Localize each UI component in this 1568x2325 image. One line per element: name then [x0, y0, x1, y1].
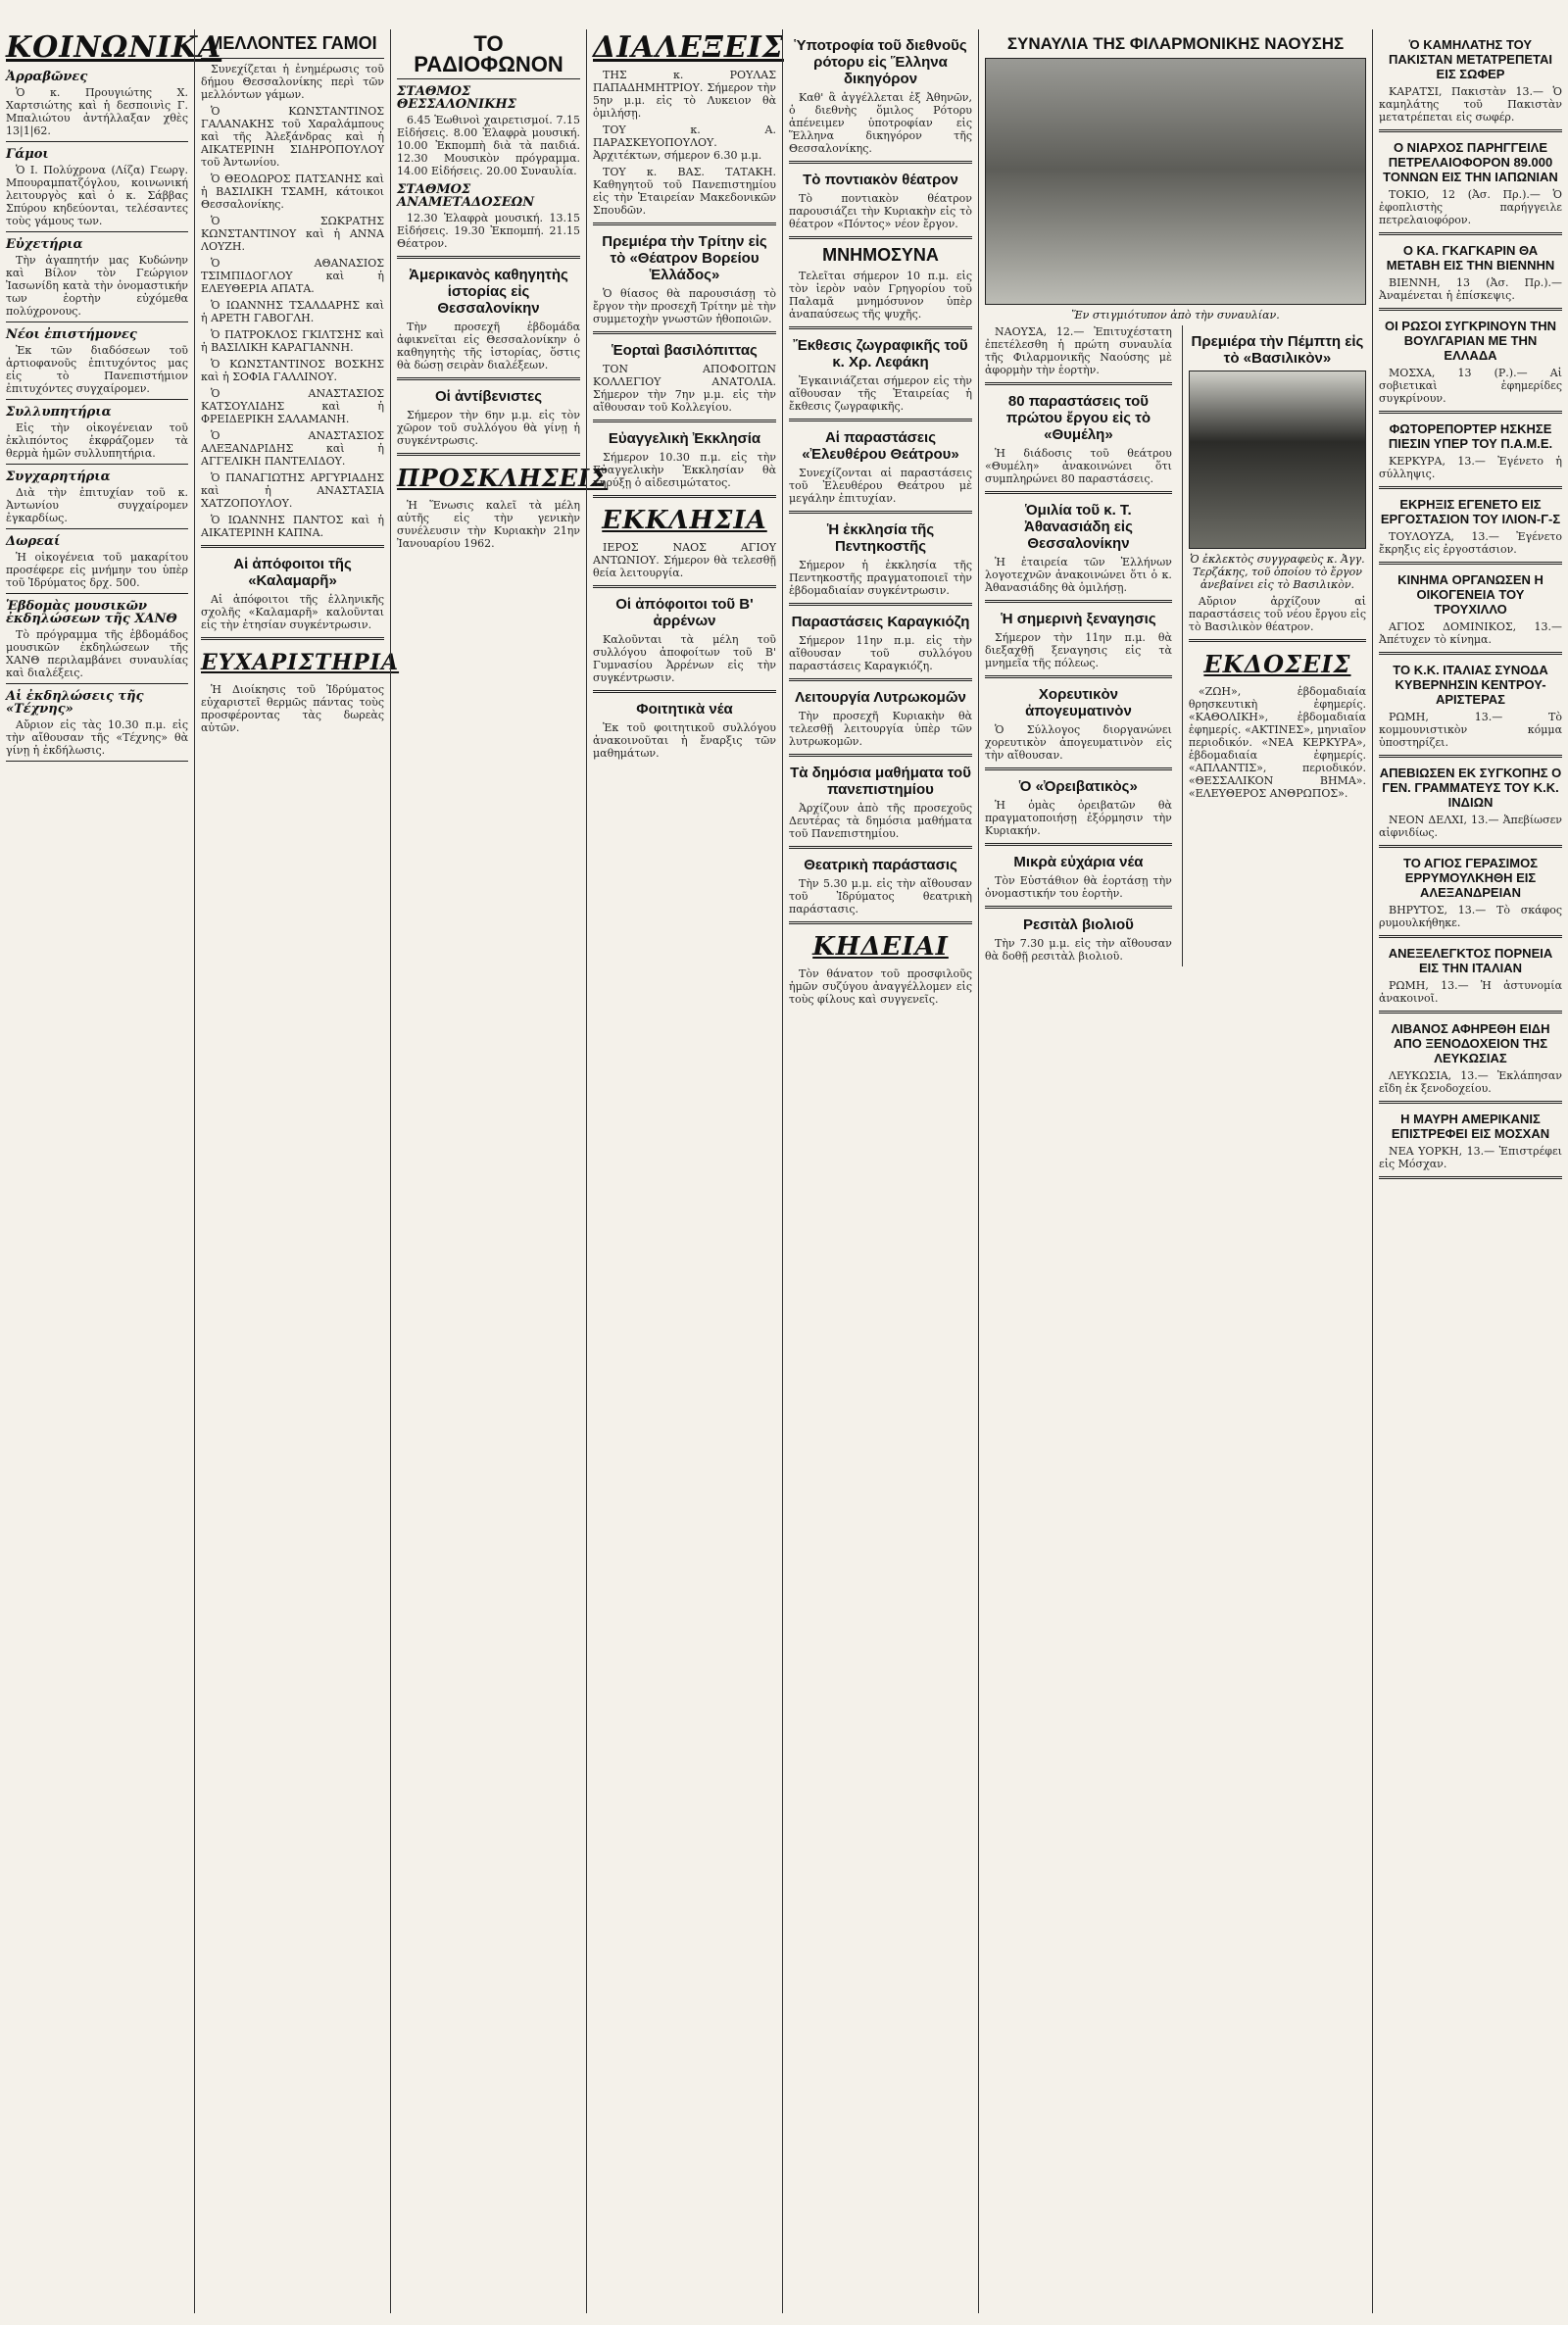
social-section-title: Ἀρραβῶνες	[6, 70, 88, 84]
memorials-text: Τελεῖται σήμερον 10 π.μ. εἰς τὸν ἱερὸν ναὸν Γρηγορίου τοῦ Παλαμᾶ μνημόσυνον ὑπὲρ ἀναπαύσεως τῆς ψυχῆς.	[789, 270, 972, 321]
news-item-title: ΛΙΒΑΝΟΣ ΑΦΗΡΕΘΗ ΕΙΔΗ ΑΠΟ ΞΕΝΟΔΟΧΕΙΟΝ ΤΗΣ ΛΕΥΚΩΣΙΑΣ	[1391, 1021, 1550, 1065]
news-item	[1379, 140, 1562, 235]
alumni-b-heading: Οἱ ἀπόφοιτοι τοῦ Β' ἀρρένων	[615, 596, 754, 629]
exhibition-text: Ἐγκαινιάζεται σήμερον εἰς τὴν αἴθουσαν τῆς Ἑταιρείας ἡ ἔκθεσις ζωγραφικῆς.	[789, 374, 972, 413]
pontic-theatre-text: Τὸ ποντιακὸν θέατρον παρουσιάζει τὴν Κυριακὴν εἰς τὸ θέατρον «Πόντος» νέον ἔργον.	[789, 192, 972, 230]
news-item-title: ΑΝΕΞΕΛΕΓΚΤΟΣ ΠΟΡΝΕΙΑ ΕΙΣ ΤΗΝ ΙΤΑΛΙΑΝ	[1388, 946, 1553, 975]
concert-column	[978, 29, 1372, 2313]
news-item-text: ΡΩΜΗ, 13.— Ἡ ἀστυνομία ἀνακοινοῖ.	[1379, 979, 1562, 1005]
weddings-column	[194, 29, 400, 2313]
news-item-text: ΑΓΙΟΣ ΔΟΜΙΝΙΚΟΣ, 13.— Ἀπέτυχεν τὸ κίνημα.	[1379, 620, 1562, 646]
royal-premiere-heading: Πρεμιέρα τὴν Πέμπτη εἰς τὸ «Βασιλικὸν»	[1191, 333, 1364, 367]
thanks-text: Ἡ Διοίκησις τοῦ Ἱδρύματος εὐχαριστεῖ θερμῶς πάντας τοὺς προσφέροντας τὰς δωρεὰς αὐτῶν.	[201, 683, 384, 734]
social-section	[6, 328, 188, 400]
news-item	[1379, 1021, 1562, 1104]
news-item-title: ΤΟ ΑΓΙΟΣ ΓΕΡΑΣΙΜΟΣ ΕΡΡΥΜΟΥΛΚΗΘΗ ΕΙΣ ΑΛΕΞΑΝΔΡΕΙΑΝ	[1402, 856, 1539, 900]
social-section-text: Εἰς τὴν οἰκογένειαν τοῦ ἐκλιπόντος ἐκφράζομεν τὰ θερμὰ ἡμῶν συλλυπητήρια.	[6, 421, 188, 460]
exhibition-heading: Ἔκθεσις ζωγραφικῆς τοῦ κ. Χρ. Λεφάκη	[793, 337, 968, 371]
news-item-text: ΒΗΡΥΤΟΣ, 13.— Τὸ σκάφος ρυμουλκήθηκε.	[1379, 904, 1562, 929]
social-column	[0, 29, 222, 2313]
antivenists-heading: Οἱ ἀντίβενιστες	[434, 388, 543, 405]
wedding-notice: Ὁ ΑΝΑΣΤΑΣΙΟΣ ΑΛΕΞΑΝΔΡΙΔΗΣ καὶ ἡ ΑΓΓΕΛΙΚΗ ΠΑΝΤΕΛΙΔΟΥ.	[201, 429, 384, 468]
wedding-notice: Ὁ ΙΩΑΝΝΗΣ ΤΣΑΛΔΑΡΗΣ καὶ ἡ ΑΡΕΤΗ ΓΑΒΟΓΛΗ.	[201, 299, 384, 324]
news-item-title: ΦΩΤΟΡΕΠΟΡΤΕΡ ΗΣΚΗΣΕ ΠΙΕΣΙΝ ΥΠΕΡ ΤΟΥ Π.Α.Μ.Ε.	[1388, 421, 1553, 451]
social-section-text: Τὸ πρόγραμμα τῆς ἑβδομάδος μουσικῶν ἐκδηλώσεων τῆς ΧΑΝΘ περιλαμβάνει συναυλίας καὶ διαλέξεις.	[6, 628, 188, 679]
news-item-title: Η ΜΑΥΡΗ ΑΜΕΡΙΚΑΝΙΣ ΕΠΙΣΤΡΕΦΕΙ ΕΙΣ ΜΟΣΧΑΝ	[1391, 1112, 1550, 1141]
mountaineering-heading: Ὁ «Ὀρειβατικὸς»	[1019, 778, 1138, 795]
news-item	[1379, 1112, 1562, 1179]
tour-heading: Ἡ σημερινὴ ξεναγησις	[1001, 611, 1156, 627]
american-professor-text: Τὴν προσεχῆ ἑβδομάδα ἀφικνεῖται εἰς Θεσσαλονίκην ὁ καθηγητὴς τῆς ἱστορίας, ὅστις θὰ δώσῃ σειρὰν διαλέξεων.	[397, 321, 580, 371]
memorials-heading: ΜΝΗΜΟΣΥΝΑ	[822, 245, 939, 265]
news-item	[1379, 946, 1562, 1014]
karagiozis-text: Σήμερον 11ην π.μ. εἰς τὴν αἴθουσαν τοῦ συλλόγου παραστάσεις Καραγκιόζη.	[789, 634, 972, 672]
evangelical-text: Σήμερον 10.30 π.μ. εἰς τὴν Εὐαγγελικὴν Ἐκκλησίαν θὰ κηρύξῃ ὁ αἰδεσιμώτατος.	[593, 451, 776, 489]
social-section-text: Τὴν ἀγαπητήν μας Κυδώνην καὶ Βίλον τὸν Γεώργιον Ἰασωνίδη κατὰ τὴν ὀνομαστικήν των ἑορτὴν εὐχόμεθα πολύχρονους.	[6, 254, 188, 318]
concert-photo-caption: Ἕν στιγμιότυπον ἀπὸ τὴν συναυλίαν.	[1071, 309, 1280, 322]
social-section	[6, 406, 188, 465]
evangelical-heading: Εὐαγγελικὴ Ἐκκλησία	[608, 430, 761, 447]
news-item	[1379, 663, 1562, 758]
lectures-banner: ΔΙΑΛΕΞΕΙΣ	[593, 30, 784, 65]
wedding-notice: Ὁ ΚΩΝΣΤΑΝΤΙΝΟΣ ΓΑΛΑΝΑΚΗΣ τοῦ Χαραλάμπους καὶ τῆς Ἀλεξάνδρας καὶ ἡ ΑΙΚΑΤΕΡΙΝΗ ΣΙΔΗΡΟΠΟΥΛΟΥ τοῦ Ἀντωνίου.	[201, 105, 384, 169]
wedding-notice: Ὁ ΙΩΑΝΝΗΣ ΠΑΝΤΟΣ καὶ ἡ ΑΙΚΑΤΕΡΙΝΗ ΚΑΠΝΑ.	[201, 514, 384, 539]
publications-text: «ΖΩΗ», ἑβδομαδιαία θρησκευτικὴ ἐφημερίς. «ΚΑΘΟΛΙΚΗ», ἑβδομαδιαία ἐφημερίς. «ΑΚΤΙΝΕΣ», μηνιαῖον περιοδικόν. «ΝΕΑ ΚΕΡΚΥΡΑ», ἑβδομαδιαία ἐφημερίς. «ΑΠΛΑΝΤΙΣ», περιοδικόν. «ΘΕΣΣΑΛΙΚΟΝ ΒΗΜΑ». «ΕΛΕΥΘΕΡΟΣ ΑΝΘΡΩΠΟΣ».	[1188, 685, 1366, 800]
news-item-title: ΚΙΝΗΜΑ ΟΡΓΑΝΩΣΕΝ Η ΟΙΚΟΓΕΝΕΙΑ ΤΟΥ ΤΡΟΥΧΙΛΛΟ	[1397, 572, 1544, 617]
dance-heading: Χορευτικὸν ἀπογευματινὸν	[1025, 686, 1132, 719]
radio-schedule-1: 6.45 Ἑωθινοὶ χαιρετισμοί. 7.15 Εἰδήσεις. 8.00 Ἐλαφρὰ μουσική. 10.00 Ἐκπομπὴ διὰ τὰ παιδιά. 12.30 Μουσικὸν πρόγραμμα. 14.00 Εἰδήσεις. 20.00 Συναυλία.	[397, 114, 580, 177]
liturgy-text: Τὴν προσεχῆ Κυριακὴν θὰ τελεσθῇ λειτουργία ὑπὲρ τῶν λυτρωκομῶν.	[789, 710, 972, 748]
wedding-notice: Ὁ ΑΝΑΣΤΑΣΙΟΣ ΚΑΤΣΟΥΛΙΔΗΣ καὶ ἡ ΦΡΕΙΔΕΡΙΚΗ ΣΑΛΑΜΑΝΗ.	[201, 387, 384, 425]
lecture-3: ΤΟΥ κ. ΒΑΣ. ΤΑΤΑΚΗ. Καθηγητοῦ τοῦ Πανεπιστημίου εἰς τὴν Ἑταιρείαν Μακεδονικῶν Σπουδῶν.	[593, 166, 776, 217]
weddings-header: ΜΕΛΛΟΝΤΕΣ ΓΑΜΟΙ	[208, 33, 377, 53]
thanks-banner: ΕΥΧΑΡΙΣΤΗΡΙΑ	[201, 650, 400, 675]
scholarship-text: Καθ' ἃ ἀγγέλλεται ἐξ Ἀθηνῶν, ὁ διεθνὴς ὅμιλος Ρότορυ ἀπένειμεν ὑποτροφίαν εἰς Ἕλληνα δικηγόρον τῆς Θεσσαλονίκης.	[789, 91, 972, 155]
wedding-notice: Συνεχίζεται ἡ ἐνημέρωσις τοῦ δήμου Θεσσαλονίκης περὶ τῶν μελλόντων γάμων.	[201, 63, 384, 101]
news-item-text: ΚΑΡΑΤΣΙ, Πακιστὰν 13.— Ὁ καμηλάτης τοῦ Πακιστὰν μετατρέπεται εἰς σωφέρ.	[1379, 85, 1562, 124]
news-item	[1379, 319, 1562, 414]
scholarship-heading: Ὑποτροφία τοῦ διεθνοῦς ρότορυ εἰς Ἕλληνα δικηγόρον	[794, 37, 967, 87]
social-section	[6, 71, 188, 142]
radio-schedule-2: 12.30 Ἑλαφρὰ μουσική. 13.15 Εἰδήσεις. 19.30 Ἐκπομπή. 21.15 Θέατρον.	[397, 212, 580, 250]
social-section-text: Ἡ οἰκογένεια τοῦ μακαρίτου προσέφερε εἰς μνήμην του ὑπὲρ τοῦ Ἰδρύματος δρχ. 500.	[6, 551, 188, 589]
social-sections	[6, 71, 188, 762]
news-item-title: Ο ΝΙΑΡΧΟΣ ΠΑΡΗΓΓΕΙΛΕ ΠΕΤΡΕΛΑΙΟΦΟΡΟΝ 89.000 ΤΟΝΝΩΝ ΕΙΣ ΤΗΝ ΙΑΠΩΝΙΑΝ	[1383, 140, 1558, 184]
social-section-text: Διὰ τὴν ἐπιτυχίαν τοῦ κ. Ἀντωνίου συγχαίρομεν ἐγκαρδίως.	[6, 486, 188, 524]
news-item-title: ΕΚΡΗΞΙΣ ΕΓΕΝΕΤΟ ΕΙΣ ΕΡΓΟΣΤΑΣΙΟΝ ΤΟΥ ΙΛΙΟΝ-Γ-Σ	[1380, 497, 1561, 526]
news-item-title: ΤΟ Κ.Κ. ΙΤΑΛΙΑΣ ΣΥΝΟΔΑ ΚΥΒΕΡΝΗΣΙΝ ΚΕΝΤΡΟΥ-ΑΡΙΣΤΕΡΑΣ	[1393, 663, 1548, 707]
social-section-text: Ὁ Ι. Πολύχρονα (Λίζα) Γεωργ. Μπουραμπατζόγλου, κοινωνική λειτουργὸς καὶ ὁ κ. Σάββας Σπύρου κηδεύονται, τελέσαντες τοὺς γάμους των.	[6, 164, 188, 227]
dance-text: Ὁ Σύλλογος διοργανώνει χορευτικὸν ἀπογευματινὸν εἰς τὴν αἴθουσαν.	[985, 723, 1172, 762]
wedding-notice: Ὁ ΑΘΑΝΑΣΙΟΣ ΤΣΙΜΠΙΔΟΓΛΟΥ καὶ ἡ ΕΛΕΥΘΕΡΙΑ ΑΠΑΤΑ.	[201, 257, 384, 295]
social-section	[6, 148, 188, 232]
social-section-title: Δωρεαί	[6, 534, 61, 549]
new-year-cake-text: ΤΟΝ ΑΠΟΦΟΙΤΩΝ ΚΟΛΛΕΓΙΟΥ ΑΝΑΤΟΛΙΑ. Σήμερον τὴν 7ην μ.μ. εἰς τὴν αἴθουσαν τοῦ Κολλεγίου.	[593, 363, 776, 414]
news-item-title: Ο ΚΑ. ΓΚΑΓΚΑΡΙΝ ΘΑ ΜΕΤΑΒΗ ΕΙΣ ΤΗΝ ΒΙΕΝΝΗΝ	[1386, 243, 1555, 272]
public-lessons-text: Ἀρχίζουν ἀπὸ τῆς προσεχοῦς Δευτέρας τὰ δημόσια μαθήματα τοῦ Πανεπιστημίου.	[789, 802, 972, 840]
social-section-text: Αὔριον εἰς τὰς 10.30 π.μ. εἰς τὴν αἴθουσαν τῆς «Τέχνης» θὰ γίνῃ ἡ ἐκδήλωσις.	[6, 718, 188, 757]
invitations-banner: ΠΡΟΣΚΛΗΣΕΙΣ	[397, 464, 609, 492]
news-item-text: ΝΕΟΝ ΔΕΛΧΙ, 13.— Ἀπεβίωσεν αἰφνιδίως.	[1379, 814, 1562, 839]
news-item-text: ΤΟΚΙΟ, 12 (Ἀσ. Πρ.).— Ὁ ἐφοπλιστὴς παρήγγειλε πετρελαιοφόρον.	[1379, 188, 1562, 226]
church-banner: ΕΚΚΛΗΣΙΑ	[602, 506, 767, 535]
news-item	[1379, 37, 1562, 132]
lecture-2: ΤΟΥ κ. Α. ΠΑΡΑΣΚΕΥΟΠΟΥΛΟΥ. Ἀρχιτέκτων, σήμερον 6.30 μ.μ.	[593, 124, 776, 162]
news-item-text: ΝΕΑ ΥΟΡΚΗ, 13.— Ἐπιστρέφει εἰς Μόσχαν.	[1379, 1145, 1562, 1170]
premiere-tuesday-heading: Πρεμιέρα τὴν Τρίτην εἰς τὸ «Θέατρον Βορείου Ἑλλάδος»	[602, 233, 767, 283]
news-item-text: ΜΟΣΧΑ, 13 (Ρ.).— Αἱ σοβιετικαὶ ἐφημερίδες συγκρίνουν.	[1379, 367, 1562, 405]
tour-text: Σήμερον τὴν 11ην π.μ. θὰ διεξαχθῇ ξεναγησις εἰς τὰ μνημεῖα τῆς πόλεως.	[985, 631, 1172, 669]
social-section	[6, 535, 188, 594]
small-news-heading: Μικρὰ εὐχάρια νέα	[1013, 854, 1144, 870]
lectures-column	[586, 29, 782, 2313]
social-section-title: Συγχαρητήρια	[6, 470, 111, 484]
free-theatre-heading: Αἱ παραστάσεις «Ἐλευθέρου Θεάτρου»	[802, 429, 959, 463]
concert-header: ΣΥΝΑΥΛΙΑ ΤΗΣ ΦΙΛΑΡΜΟΝΙΚΗΣ ΝΑΟΥΣΗΣ	[1006, 34, 1345, 53]
pentecost-heading: Ἡ ἐκκλησία τῆς Πεντηκοστῆς	[826, 521, 935, 555]
social-section-title: Εὐχετήρια	[6, 237, 83, 252]
news-item	[1379, 856, 1562, 938]
filler-lines	[201, 738, 384, 751]
student-news-heading: Φοιτητικὰ νέα	[636, 701, 733, 717]
social-section-title: Αἱ ἐκδηλώσεις τῆς «Τέχνης»	[6, 689, 144, 717]
news-item	[1379, 497, 1562, 565]
royal-text: Αὔριον ἀρχίζουν αἱ παραστάσεις τοῦ νέου ἔργου εἰς τὸ Βασιλικὸν θέατρον.	[1188, 595, 1366, 633]
world-news-items	[1379, 37, 1562, 1179]
concert-left	[985, 325, 1172, 966]
free-theatre-text: Συνεχίζονται αἱ παραστάσεις τοῦ Ἐλευθέρου Θεάτρου μὲ μεγάλην ἐπιτυχίαν.	[789, 467, 972, 505]
social-section-title: Ἑβδομὰς μουσικῶν ἐκδηλώσεων τῆς ΧΑΝΘ	[6, 599, 177, 626]
social-section-title: Γάμοι	[6, 147, 49, 162]
news-item-title: ΑΠΕΒΙΩΣΕΝ ΕΚ ΣΥΓΚΟΠΗΣ Ο ΓΕΝ. ΓΡΑΜΜΑΤΕΥΣ ΤΟΥ Κ.Κ. ΙΝΔΙΩΝ	[1379, 766, 1562, 810]
alumni-text: Αἱ ἀπόφοιτοι τῆς ἑλληνικῆς σχολῆς «Καλαμαρῆ» καλοῦνται εἰς τὴν ἐτησίαν συγκέντρωσιν.	[201, 593, 384, 631]
news-item	[1379, 766, 1562, 848]
social-section	[6, 690, 188, 762]
social-section	[6, 238, 188, 322]
violin-recital-text: Τὴν 7.30 μ.μ. εἰς τὴν αἴθουσαν θὰ δοθῇ ρεσιτὰλ βιολιοῦ.	[985, 937, 1172, 963]
american-professor-heading: Ἀμερικανὸς καθηγητὴς ἱστορίας εἰς Θεσσαλονίκην	[409, 267, 568, 317]
news-item-text: ΒΙΕΝΝΗ, 13 (Ἀσ. Πρ.).— Ἀναμένεται ἡ ἐπίσκεψις.	[1379, 276, 1562, 302]
news-item-text: ΤΟΥΛΟΥΖΑ, 13.— Ἐγένετο ἔκρηξις εἰς ἐργοστάσιον.	[1379, 530, 1562, 556]
radio-column	[390, 29, 609, 2313]
author-portrait	[1189, 371, 1366, 549]
wedding-notice: Ὁ ΘΕΟΔΩΡΟΣ ΠΑΤΣΑΝΗΣ καὶ ἡ ΒΑΣΙΛΙΚΗ ΤΣΑΜΗ, κάτοικοι Θεσσαλονίκης.	[201, 173, 384, 211]
pentecost-text: Σήμερον ἡ ἐκκλησία τῆς Πεντηκοστῆς πραγματοποιεῖ τὴν ἑβδομαδιαίαν συγκέντρωσιν.	[789, 559, 972, 597]
wedding-notice: Ὁ ΣΩΚΡΑΤΗΣ ΚΩΝΣΤΑΝΤΙΝΟΥ καὶ ἡ ΑΝΝΑ ΛΟΥΖΗ.	[201, 215, 384, 253]
news-item	[1379, 421, 1562, 489]
social-section	[6, 470, 188, 529]
antivenists-text: Σήμερον τὴν 6ην μ.μ. εἰς τὸν χῶρον τοῦ συλλόγου θὰ γίνῃ ἡ συγκέντρωσις.	[397, 409, 580, 447]
premiere-tuesday-text: Ὁ θίασος θὰ παρουσιάσῃ τὸ ἔργον τὴν προσεχῆ Τρίτην μὲ τὴν συμμετοχὴν γνωστῶν ἠθοποιῶν.	[593, 287, 776, 325]
liturgy-heading: Λειτουργία Λυτρωκομῶν	[795, 689, 966, 706]
athanasiadis-text: Ἡ ἐταιρεία τῶν Ἑλλήνων λογοτεχνῶν ἀνακοινώνει ὅτι ὁ κ. Ἀθανασιάδης θὰ ὁμιλήσῃ.	[985, 556, 1172, 594]
publications-banner: ΕΚΔΟΣΕΙΣ	[1203, 650, 1351, 678]
world-news-column	[1372, 29, 1568, 2313]
masthead-title: ΚΟΙΝΩΝΙΚΑ	[6, 30, 222, 65]
news-item-text: ΡΩΜΗ, 13.— Τὸ κομμουνιστικὸν κόμμα ὑποστηρίζει.	[1379, 711, 1562, 749]
alumni-heading: Αἱ ἀπόφοιτοι τῆς «Καλαμαρῆ»	[233, 556, 352, 589]
social-section-title: Συλλυπητήρια	[6, 405, 112, 420]
invitations-text: Ἡ Ἕνωσις καλεῖ τὰ μέλη αὐτῆς εἰς τὴν γενικὴν συνέλευσιν τὴν Κυριακὴν 21ην Ἰανουαρίου 1962.	[397, 499, 580, 550]
mountaineering-text: Ἡ ὁμὰς ὀρειβατῶν θὰ πραγματοποιήσῃ ἐξόρμησιν τὴν Κυριακήν.	[985, 799, 1172, 837]
concert-text: ΝΑΟΥΣΑ, 12.— Ἐπιτυχέστατη ἐπετέλεσθη ἡ πρώτη συναυλία τῆς Φιλαρμονικῆς Ναούσης μὲ ἀφορμὴν τὴν ἑορτὴν.	[985, 325, 1172, 376]
athanasiadis-heading: Ὁμιλία τοῦ κ. Τ. Ἀθανασιάδη εἰς Θεσσαλονίκην	[1023, 502, 1133, 552]
news-item-text: ΚΕΡΚΥΡΑ, 13.— Ἐγένετο ἡ σύλληψις.	[1379, 455, 1562, 480]
author-caption: Ὁ ἐκλεκτὸς συγγραφεὺς κ. Ἀγγ. Τερζάκης, τοῦ ὁποίου τὸ ἔργον ἀνεβαίνει εἰς τὸ Βασιλικὸν.	[1190, 553, 1365, 591]
radio-station-2: ΣΤΑΘΜΟΣ ΑΝΑΜΕΤΑΔΟΣΕΩΝ	[397, 182, 535, 210]
student-news-text: Ἐκ τοῦ φοιτητικοῦ συλλόγου ἀνακοινοῦται ἡ ἔναρξις τῶν μαθημάτων.	[593, 721, 776, 760]
violin-recital-heading: Ρεσιτὰλ βιολιοῦ	[1023, 916, 1134, 933]
social-section	[6, 600, 188, 684]
pontic-theatre-heading: Τὸ ποντιακὸν θέατρον	[803, 172, 958, 188]
radio-header: ΤΟ ΡΑΔΙΟΦΩΝΟΝ	[414, 31, 564, 76]
wedding-notice: Ὁ ΠΑΝΑΓΙΩΤΗΣ ΑΡΓΥΡΙΑΔΗΣ καὶ ἡ ΑΝΑΣΤΑΣΙΑ ΧΑΤΖΟΠΟΥΛΟΥ.	[201, 471, 384, 510]
thymeli-heading: 80 παραστάσεις τοῦ πρώτου ἔργου εἰς τὸ «Θυμέλη»	[1005, 393, 1152, 443]
scholarship-column	[782, 29, 978, 2313]
public-lessons-heading: Τὰ δημόσια μαθήματα τοῦ πανεπιστημίου	[790, 765, 971, 798]
new-year-cake-heading: Ἑορταὶ βασιλόπιττας	[612, 342, 758, 359]
wedding-notices	[201, 63, 384, 539]
thymeli-text: Ἡ διάδοσις τοῦ θεάτρου «Θυμέλη» ἀνακοινώνει ὅτι συμπληρώνει 80 παραστάσεις.	[985, 447, 1172, 485]
small-news-text: Τὸν Εὐστάθιον θὰ ἑορτάσῃ τὴν ὀνομαστικήν του ἑορτὴν.	[985, 874, 1172, 900]
concert-split	[985, 325, 1366, 966]
church-text: ΙΕΡΟΣ ΝΑΟΣ ΑΓΙΟΥ ΑΝΤΩΝΙΟΥ. Σήμερον θὰ τελεσθῇ θεία λειτουργία.	[593, 541, 776, 579]
funerals-banner: ΚΗΔΕΙΑΙ	[812, 932, 949, 962]
karagiozis-heading: Παραστάσεις Καραγκιόζη	[791, 614, 970, 630]
social-section-title: Νέοι ἐπιστήμονες	[6, 327, 137, 342]
news-item	[1379, 243, 1562, 311]
social-section-text: Ἐκ τῶν διαδόσεων τοῦ ἀρτιοφανοῦς ἐπιτυχόντος μας εἰς τὸ Πανεπιστήμιον ἐπιτυχόντες συγχαίρομεν.	[6, 344, 188, 395]
theatrical-text: Τὴν 5.30 μ.μ. εἰς τὴν αἴθουσαν τοῦ Ἰδρύματος θεατρικὴ παράστασις.	[789, 877, 972, 915]
alumni-b-text: Καλοῦνται τὰ μέλη τοῦ συλλόγου ἀποφοίτων τοῦ Β' Γυμνασίου Ἀρρένων εἰς τὴν συγκέντρωσιν.	[593, 633, 776, 684]
lecture-1: ΤΗΣ κ. ΡΟΥΛΑΣ ΠΑΠΑΔΗΜΗΤΡΙΟΥ. Σήμερον τὴν 5ην μ.μ. εἰς τὸ Λυκειον θὰ ὁμιλήσῃ.	[593, 69, 776, 120]
news-item-title: Ὁ ΚΑΜΗΛΑΤΗΣ ΤΟΥ ΠΑΚΙΣΤΑΝ ΜΕΤΑΤΡΕΠΕΤΑΙ ΕΙΣ ΣΩΦΕΡ	[1388, 37, 1553, 81]
wedding-notice: Ὁ ΚΩΝΣΤΑΝΤΙΝΟΣ ΒΟΣΚΗΣ καὶ ἡ ΣΟΦΙΑ ΓΑΛΛΙΝΟΥ.	[201, 358, 384, 383]
theatrical-heading: Θεατρικὴ παράστασις	[804, 857, 957, 873]
concert-photo	[985, 58, 1366, 305]
news-item	[1379, 572, 1562, 655]
radio-station-1: ΣΤΑΘΜΟΣ ΘΕΣΣΑΛΟΝΙΚΗΣ	[397, 84, 516, 112]
news-item-title: ΟΙ ΡΩΣΟΙ ΣΥΓΚΡΙΝΟΥΝ ΤΗΝ ΒΟΥΛΓΑΡΙΑΝ ΜΕ ΤΗΝ ΕΛΛΑΔΑ	[1384, 319, 1557, 363]
news-item-text: ΛΕΥΚΩΣΙΑ, 13.— Ἐκλάπησαν εἴδη ἐκ ξενοδοχείου.	[1379, 1069, 1562, 1095]
wedding-notice: Ὁ ΠΑΤΡΟΚΛΟΣ ΓΚΙΛΤΣΗΣ καὶ ἡ ΒΑΣΙΛΙΚΗ ΚΑΡΑΓΙΑΝΝΗ.	[201, 328, 384, 354]
royal-theatre-col	[1182, 325, 1366, 966]
social-section-text: Ὁ κ. Προυγιώτης Χ. Χαρτσιώτης καὶ ἡ δεσποινὶς Γ. Μπαλιώτου ἀντήλλαξαν χθὲς 13|1|62.	[6, 86, 188, 137]
funerals-text: Τὸν θάνατον τοῦ προσφιλοῦς ἡμῶν συζύγου ἀναγγέλλομεν εἰς τοὺς φίλους καὶ συγγενεῖς.	[789, 967, 972, 1006]
